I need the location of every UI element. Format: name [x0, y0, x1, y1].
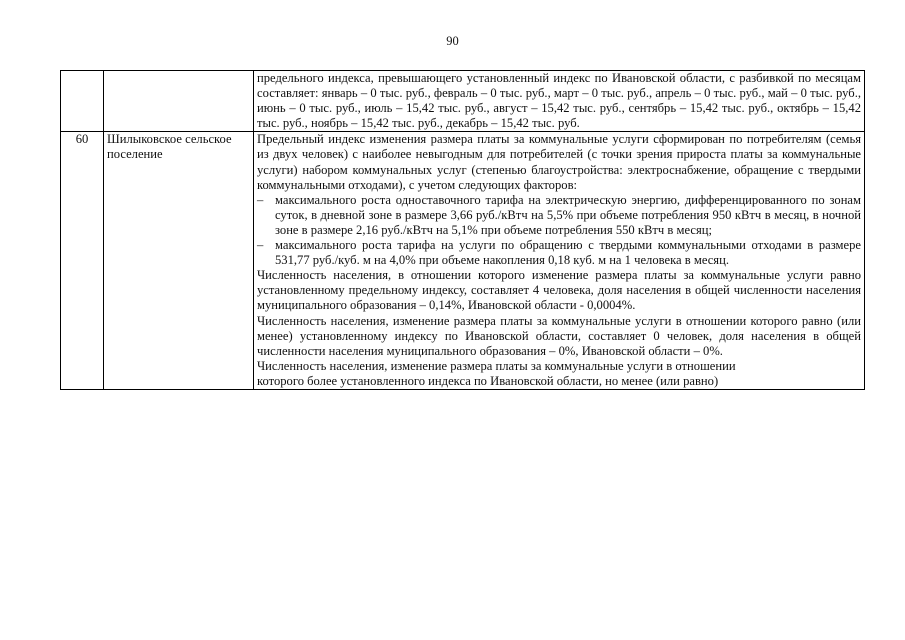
- description-cell: [254, 71, 865, 132]
- data-table: [60, 70, 865, 390]
- bullet-dash: –: [257, 192, 264, 207]
- municipality-cell: [104, 71, 254, 132]
- municipality-cell: Шилыковское сельское поселение: [104, 132, 254, 390]
- row-number-cell: 60: [61, 132, 104, 390]
- continued-text: предельного индекса, превышающего установленный индекс по Ивановской области, с разбивкой по месяцам составляет: январь – 0 тыс. руб., февраль – 0 тыс. руб., март – 0 тыс. руб., апрель – 0 тыс. руб., май – 0 тыс. руб., июнь – 0 тыс. руб., июль – 15,42 тыс. руб., август – 15,42 тыс. руб., сентябрь – 15,42 тыс. руб., октябрь – 15,42 тыс. руб., ноябрь – 15,42 тыс. руб., декабрь – 15,42 тыс. руб.: [257, 71, 861, 131]
- table-row: [61, 132, 865, 390]
- page-number: 90: [446, 34, 459, 48]
- row-number-cell: [61, 71, 104, 132]
- population-paragraph-line: Численность населения, изменение размера платы за коммунальные услуги в отношении: [257, 358, 736, 373]
- list-item: [257, 193, 861, 238]
- bullet-text: максимального роста тарифа на услуги по обращению с твердыми коммунальными отходами в размере 531,77 руб./куб. м на 4,0% при объеме накопления 0,18 куб. м на 1 человека в месяц.: [275, 238, 861, 268]
- population-paragraph: Численность населения, в отношении которого изменение размера платы за коммунальные услуги равно установленному предельному индексу, составляет 4 человека, доля населения в общей численности населения муниципального образования – 0,14%, Ивановской области - 0,0004%.: [257, 268, 861, 313]
- description-cell: [254, 132, 865, 390]
- intro-paragraph: Предельный индекс изменения размера платы за коммунальные услуги сформирован по потребителям (семья из двух человек) с наиболее невыгодным для потребителей (с точки зрения прироста платы за коммунальные услуги) набором коммунальных услуг (степенью благоустройства: электроснабжение, обращение с твердыми коммунальными отходами), с учетом следующих факторов:: [257, 132, 861, 192]
- population-paragraph: Численность населения, изменение размера платы за коммунальные услуги в отношении которого равно (или менее) установленному индексу по Ивановской области, составляет 0 человек, доля населения в общей численности населения муниципального образования – 0%, Ивановской области – 0%.: [257, 313, 861, 358]
- bullet-dash: –: [257, 238, 264, 253]
- population-paragraph-line: которого более установленного индекса по Ивановской области, но менее (или равно): [257, 373, 719, 388]
- table-row: [61, 71, 865, 132]
- list-item: [257, 238, 861, 268]
- bullet-text: максимального роста одноставочного тарифа на электрическую энергию, дифференцированного по зонам суток, в дневной зоне в размере 3,66 руб./кВтч на 5,5% при объеме потребления 950 кВтч в месяц, в ночной зоне в размере 2,16 руб./кВтч на 5,1% при объеме потребления 550 кВтч в месяц;: [275, 192, 861, 237]
